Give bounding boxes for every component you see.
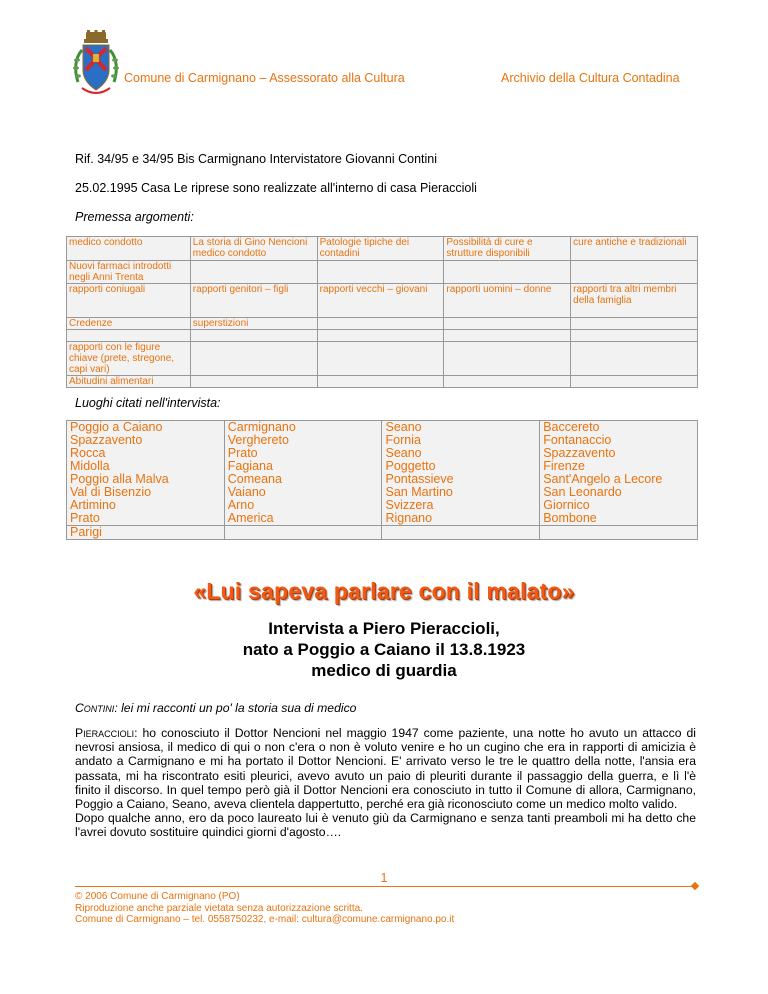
date-line: 25.02.1995 Casa Le riprese sono realizzate all'interno di casa Pieraccioli bbox=[75, 181, 477, 195]
topic-cell: cure antiche e tradizionali bbox=[571, 237, 698, 261]
place-name bbox=[382, 526, 540, 540]
place-name: Svizzera bbox=[385, 498, 434, 512]
topic-cell bbox=[444, 261, 571, 284]
topic-cell bbox=[444, 342, 571, 376]
topic-cell bbox=[190, 330, 317, 342]
footer-rights: Riproduzione anche parziale vietata senza autorizzazione scritta. bbox=[75, 902, 363, 914]
place-name bbox=[224, 526, 382, 540]
places-column bbox=[224, 421, 382, 526]
topic-cell bbox=[317, 342, 444, 376]
topic-cell bbox=[317, 318, 444, 330]
page-number: 1 bbox=[380, 871, 388, 885]
place-name: Prato bbox=[70, 511, 100, 525]
topic-cell: Nuovi farmaci introdotti negli Anni Trenta bbox=[67, 261, 191, 284]
place-name: Spazzavento bbox=[70, 433, 143, 447]
place-name: Fornia bbox=[385, 433, 421, 447]
place-name: Fagiana bbox=[227, 459, 273, 473]
place-name: Comeana bbox=[227, 472, 282, 486]
footer-copyright: © 2006 Comune di Carmignano (PO) bbox=[75, 891, 240, 902]
places-row bbox=[67, 421, 698, 526]
topic-cell: medico condotto bbox=[67, 237, 191, 261]
answer-text: : ho conosciuto il Dottor Nencioni nel maggio 1947 come paziente, una notte ho avuto un attacco di nevrosi ansiosa, il medico di qui o non c'era o non è voluto venire e ho un cugino che era in rapporti di amicizia è andato a Carmignano e mi ha portato il Dottor Nencioni. E' arrivato verso le tre le quattro della notte, l'ansia era passata, mi ha riscontrato esiti pleurici, avevo avuto un paio di pleuriti durante il passaggio della guerra, e lì l'è finito il discorso. In quel tempo però già il Dottor Nencioni era conosciuto in tutto il Comune di allora, Carmignano, Poggio a Caiano, Seano, aveva clientela dappertutto, perché era già riconosciuto come un medico molto valido. bbox=[75, 726, 696, 812]
place-name: Baccereto bbox=[543, 420, 600, 434]
topic-cell bbox=[190, 261, 317, 284]
premessa-label: Premessa argomenti: bbox=[75, 210, 194, 224]
topic-cell: rapporti genitori – figli bbox=[190, 284, 317, 318]
subtitle-line: nato a Poggio a Caiano il 13.8.1923 bbox=[242, 640, 526, 659]
topic-cell: rapporti vecchi – giovani bbox=[317, 284, 444, 318]
subtitle-line: Intervista a Piero Pieraccioli, bbox=[268, 619, 500, 638]
topic-cell bbox=[444, 318, 571, 330]
place-name: Verghereto bbox=[227, 433, 289, 447]
topic-cell: rapporti coniugali bbox=[67, 284, 191, 318]
topics-row bbox=[67, 261, 698, 284]
places-column bbox=[67, 421, 225, 526]
topic-cell bbox=[571, 376, 698, 388]
places-row bbox=[67, 526, 698, 540]
topic-cell: superstizioni bbox=[190, 318, 317, 330]
place-name: Seano bbox=[385, 446, 422, 460]
place-name: Carmignano bbox=[227, 420, 296, 434]
place-name: Poggio a Caiano bbox=[70, 420, 163, 434]
place-name: San Leonardo bbox=[543, 485, 622, 499]
place-name: Prato bbox=[227, 446, 258, 460]
subtitle-line: medico di guardia bbox=[311, 661, 457, 680]
topic-cell bbox=[317, 376, 444, 388]
topic-cell bbox=[317, 330, 444, 342]
place-name: San Martino bbox=[385, 485, 453, 499]
place-name: Midolla bbox=[70, 459, 110, 473]
comune-crest-logo bbox=[72, 30, 120, 102]
place-name: Val di Bisenzio bbox=[70, 485, 152, 499]
topics-row bbox=[67, 318, 698, 330]
footer-block bbox=[75, 891, 454, 926]
topic-cell bbox=[571, 330, 698, 342]
place-name: Artimino bbox=[70, 498, 116, 512]
topic-cell bbox=[444, 330, 571, 342]
topic-cell bbox=[444, 376, 571, 388]
speaker-name: Pieraccioli bbox=[75, 726, 135, 740]
luoghi-label: Luoghi citati nell'intervista: bbox=[75, 396, 221, 410]
place-name: Spazzavento bbox=[543, 446, 616, 460]
topic-cell bbox=[571, 342, 698, 376]
place-name: Poggio alla Malva bbox=[70, 472, 169, 486]
topic-cell: rapporti con le figure chiave (prete, stregone, capi vari) bbox=[67, 342, 191, 376]
place-name: Rocca bbox=[70, 446, 106, 460]
topic-cell bbox=[571, 318, 698, 330]
topics-row bbox=[67, 284, 698, 318]
topics-row bbox=[67, 330, 698, 342]
places-table bbox=[66, 420, 698, 540]
places-column bbox=[540, 421, 698, 526]
reference-line: Rif. 34/95 e 34/95 Bis Carmignano Intervistatore Giovanni Contini bbox=[75, 152, 437, 166]
topic-cell: Credenze bbox=[67, 318, 191, 330]
place-name bbox=[540, 526, 698, 540]
place-name: Seano bbox=[385, 420, 422, 434]
place-name: Parigi bbox=[67, 526, 225, 540]
topic-cell: La storia di Gino Nencioni medico condotto bbox=[190, 237, 317, 261]
topic-cell: rapporti uomini – donne bbox=[444, 284, 571, 318]
topic-cell bbox=[317, 261, 444, 284]
speaker-name: Contini bbox=[75, 701, 115, 715]
topic-cell bbox=[571, 261, 698, 284]
topic-cell: rapporti tra altri membri della famiglia bbox=[571, 284, 698, 318]
topics-row bbox=[67, 237, 698, 261]
place-name: Bombone bbox=[543, 511, 597, 525]
topic-cell: Possibilità di cure e strutture disponibili bbox=[444, 237, 571, 261]
place-name: America bbox=[227, 511, 274, 525]
question-text: : lei mi racconti un po' la storia sua di medico bbox=[114, 701, 357, 715]
place-name: Poggetto bbox=[385, 459, 436, 473]
place-name: Firenze bbox=[543, 459, 585, 473]
question-paragraph bbox=[75, 701, 696, 715]
topic-cell bbox=[190, 342, 317, 376]
place-name: Rignano bbox=[385, 511, 433, 525]
place-name: Giornico bbox=[543, 498, 590, 512]
place-name: Arno bbox=[227, 498, 255, 512]
document-title: «Lui sapeva parlare con il malato» bbox=[193, 578, 575, 604]
answer-paragraph bbox=[75, 726, 696, 840]
topic-cell: Patologie tipiche dei contadini bbox=[317, 237, 444, 261]
topic-cell: Abitudini alimentari bbox=[67, 376, 191, 388]
places-column bbox=[382, 421, 540, 526]
header-right-text: Archivio della Cultura Contadina bbox=[501, 71, 680, 85]
header-left-text: Comune di Carmignano – Assessorato alla Cultura bbox=[124, 71, 405, 85]
place-name: Fontanaccio bbox=[543, 433, 612, 447]
answer-text-continued: Dopo qualche anno, ero da poco laureato lui è venuto giù da Carmignano e senza tanti preamboli mi ha detto che l'avrei dovuto sostituire quindici giorni d'agosto…. bbox=[75, 811, 696, 840]
topics-row bbox=[67, 376, 698, 388]
footer-contact: Comune di Carmignano – tel. 0558750232, e-mail: cultura@comune.carmignano.po.it bbox=[75, 914, 455, 925]
place-name: Sant'Angelo a Lecore bbox=[543, 472, 663, 486]
topic-cell bbox=[67, 330, 191, 342]
topics-table bbox=[66, 236, 698, 388]
footer-divider bbox=[75, 886, 695, 887]
place-name: Vaiano bbox=[227, 485, 266, 499]
interview-subtitle bbox=[0, 618, 768, 681]
topic-cell bbox=[190, 376, 317, 388]
place-name: Pontassieve bbox=[385, 472, 454, 486]
topics-row bbox=[67, 342, 698, 376]
